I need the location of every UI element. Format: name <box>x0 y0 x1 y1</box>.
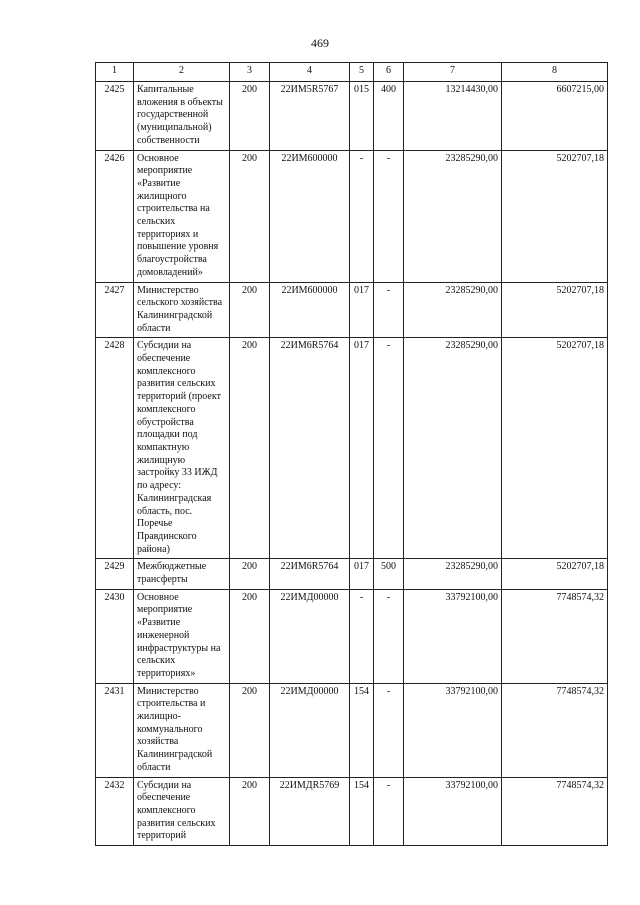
column-header: 7 <box>404 63 502 82</box>
column-header: 4 <box>270 63 350 82</box>
cell-col7: 23285290,00 <box>404 338 502 559</box>
cell-col5: 017 <box>350 338 374 559</box>
cell-col7: 23285290,00 <box>404 150 502 282</box>
cell-col8: 5202707,18 <box>502 338 608 559</box>
header-row <box>96 63 608 82</box>
row-name: Субсидии на обеспечение комплексного развития сельских территорий (проект комплексного обустройства площадки под компактную жилищную застройку 33 ИЖД по адресу: Калининградская область, пос. Поречье Правдинского района) <box>134 338 230 559</box>
column-header: 2 <box>134 63 230 82</box>
table-row <box>96 683 608 777</box>
cell-col4: 22ИМ600000 <box>270 282 350 338</box>
cell-col4: 22ИМ5R5767 <box>270 82 350 151</box>
table-row <box>96 338 608 559</box>
cell-col3: 200 <box>230 777 270 846</box>
budget-table <box>95 62 608 846</box>
cell-col8: 6607215,00 <box>502 82 608 151</box>
page-number: 469 <box>311 36 329 50</box>
cell-col3: 200 <box>230 150 270 282</box>
cell-col7: 33792100,00 <box>404 589 502 683</box>
cell-col4: 22ИМ6R5764 <box>270 559 350 589</box>
cell-col6: 400 <box>374 82 404 151</box>
column-header: 1 <box>96 63 134 82</box>
cell-col8: 7748574,32 <box>502 683 608 777</box>
table-row <box>96 777 608 846</box>
cell-col5: - <box>350 150 374 282</box>
row-number: 2430 <box>96 589 134 683</box>
cell-col3: 200 <box>230 683 270 777</box>
cell-col6: - <box>374 338 404 559</box>
cell-col6: - <box>374 777 404 846</box>
cell-col4: 22ИМД00000 <box>270 683 350 777</box>
column-header: 6 <box>374 63 404 82</box>
row-number: 2428 <box>96 338 134 559</box>
table-row <box>96 282 608 338</box>
cell-col5: - <box>350 589 374 683</box>
cell-col6: - <box>374 282 404 338</box>
cell-col4: 22ИМД00000 <box>270 589 350 683</box>
row-number: 2425 <box>96 82 134 151</box>
cell-col8: 5202707,18 <box>502 559 608 589</box>
table-row <box>96 150 608 282</box>
row-name: Капитальные вложения в объекты государственной (муниципальной) собственности <box>134 82 230 151</box>
row-name: Основное мероприятие «Развитие жилищного строительства на сельских территориях и повышение уровня благоустройства домовладений» <box>134 150 230 282</box>
cell-col7: 23285290,00 <box>404 282 502 338</box>
table-row <box>96 82 608 151</box>
row-number: 2431 <box>96 683 134 777</box>
row-name: Основное мероприятие «Развитие инженерной инфраструктуры на сельских территориях» <box>134 589 230 683</box>
row-name: Министерство сельского хозяйства Калининградской области <box>134 282 230 338</box>
row-number: 2432 <box>96 777 134 846</box>
cell-col4: 22ИМ6R5764 <box>270 338 350 559</box>
cell-col5: 015 <box>350 82 374 151</box>
cell-col8: 7748574,32 <box>502 777 608 846</box>
row-number: 2429 <box>96 559 134 589</box>
cell-col7: 23285290,00 <box>404 559 502 589</box>
row-number: 2426 <box>96 150 134 282</box>
column-header: 8 <box>502 63 608 82</box>
cell-col3: 200 <box>230 82 270 151</box>
cell-col7: 13214430,00 <box>404 82 502 151</box>
row-name: Субсидии на обеспечение комплексного развития сельских территорий <box>134 777 230 846</box>
cell-col6: - <box>374 589 404 683</box>
cell-col3: 200 <box>230 559 270 589</box>
cell-col5: 154 <box>350 777 374 846</box>
cell-col5: 154 <box>350 683 374 777</box>
table-row <box>96 589 608 683</box>
cell-col8: 7748574,32 <box>502 589 608 683</box>
cell-col7: 33792100,00 <box>404 683 502 777</box>
cell-col6: - <box>374 683 404 777</box>
cell-col8: 5202707,18 <box>502 150 608 282</box>
cell-col5: 017 <box>350 559 374 589</box>
row-name: Межбюджетные трансферты <box>134 559 230 589</box>
cell-col3: 200 <box>230 589 270 683</box>
cell-col5: 017 <box>350 282 374 338</box>
cell-col6: 500 <box>374 559 404 589</box>
cell-col4: 22ИМ600000 <box>270 150 350 282</box>
column-header: 5 <box>350 63 374 82</box>
cell-col3: 200 <box>230 338 270 559</box>
cell-col6: - <box>374 150 404 282</box>
column-header: 3 <box>230 63 270 82</box>
cell-col7: 33792100,00 <box>404 777 502 846</box>
cell-col4: 22ИМДR5769 <box>270 777 350 846</box>
row-number: 2427 <box>96 282 134 338</box>
cell-col3: 200 <box>230 282 270 338</box>
row-name: Министерство строительства и жилищно-коммунального хозяйства Калининградской области <box>134 683 230 777</box>
table-row <box>96 559 608 589</box>
cell-col8: 5202707,18 <box>502 282 608 338</box>
